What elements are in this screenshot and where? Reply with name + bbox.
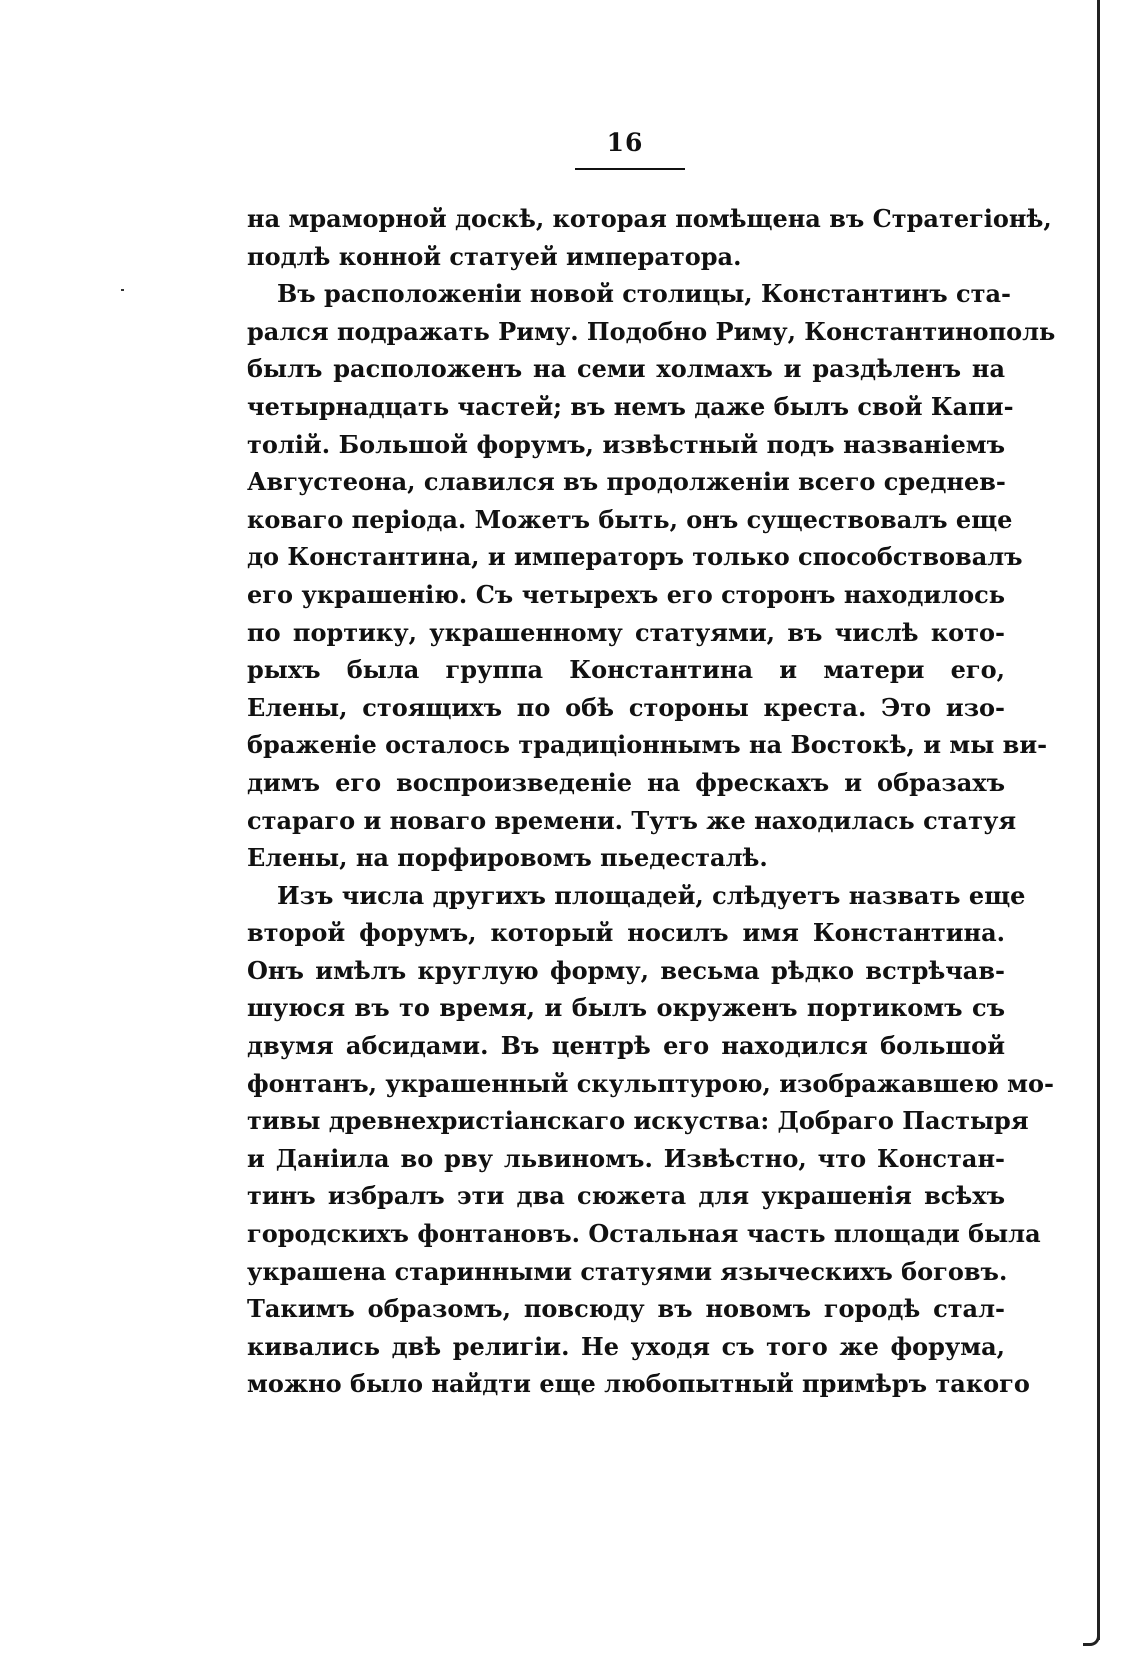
- text-line: фонтанъ, украшенный скульптурою, изображавшею мо-: [247, 1068, 1054, 1098]
- text-line: шуюся въ то время, и былъ окруженъ портикомъ съ: [247, 993, 1005, 1023]
- text-line: толій. Большой форумъ, извѣстный подъ названіемъ: [247, 429, 1005, 459]
- text-line: Изъ числа другихъ площадей, слѣдуетъ назвать еще: [277, 880, 1026, 910]
- text-line: былъ расположенъ на семи холмахъ и раздѣленъ на: [247, 354, 1005, 384]
- text-line: второй форумъ, который носилъ имя Константина.: [247, 918, 1005, 948]
- text-line: рался подражать Риму. Подобно Риму, Константинополь: [247, 316, 1056, 346]
- text-line: коваго періода. Можетъ быть, онъ существовалъ еще: [247, 504, 1013, 534]
- text-line: кивались двѣ религіи. Не уходя съ того же форума,: [247, 1331, 1005, 1361]
- text-line: димъ его воспроизведеніе на фрескахъ и образахъ: [247, 767, 1005, 797]
- text-line: на мраморной доскѣ, которая помѣщена въ Стратегіонѣ,: [247, 204, 1052, 233]
- text-line: Въ расположеніи новой столицы, Константинъ ста-: [277, 279, 1011, 309]
- text-line: городскихъ фонтановъ. Остальная часть площади была: [247, 1219, 1041, 1249]
- margin-speck: [121, 289, 124, 291]
- text-line: и Даніила во рву львиномъ. Извѣстно, что Констан-: [247, 1143, 1005, 1173]
- text-line: по портику, украшенному статуями, въ числѣ кото-: [247, 617, 1005, 647]
- text-line: Елены, стоящихъ по обѣ стороны креста. Это изо-: [247, 692, 1005, 722]
- text-line: до Константина, и императоръ только способствовалъ: [247, 542, 1023, 572]
- text-line: можно было найдти еще любопытный примѣръ такого: [247, 1369, 1030, 1399]
- text-line: двумя абсидами. Въ центрѣ его находился большой: [247, 1031, 1005, 1061]
- text-line: стараго и новаго времени. Тутъ же находилась статуя: [247, 805, 1017, 835]
- scan-page-edge: [1097, 0, 1100, 1640]
- text-line: тивы древнехристіанскаго искуства: Добраго Пастыря: [247, 1106, 1029, 1136]
- text-line: тинъ избралъ эти два сюжета для украшенія всѣхъ: [247, 1181, 1005, 1211]
- text-line: Августеона, славился въ продолженіи всего среднев-: [247, 467, 1006, 497]
- page-number: 16: [606, 128, 644, 157]
- text-line: браженіе осталось традиціоннымъ на Востокѣ, и мы ви-: [247, 730, 1048, 760]
- text-line: четырнадцать частей; въ немъ даже былъ свой Капи-: [247, 391, 1014, 421]
- text-line: украшена старинными статуями языческихъ боговъ.: [247, 1256, 1008, 1286]
- text-line: подлѣ конной статуей императора.: [247, 241, 742, 271]
- text-line: Елены, на порфировомъ пьедесталѣ.: [247, 843, 768, 873]
- scan-page-edge-corner: [1083, 1625, 1100, 1646]
- page-number-rule: [575, 168, 685, 170]
- text-line: Такимъ образомъ, повсюду въ новомъ городѣ стал-: [247, 1294, 1005, 1324]
- text-line: рыхъ была группа Константина и матери его,: [247, 655, 1005, 685]
- body-text: [247, 200, 1056, 1403]
- text-line: Онъ имѣлъ круглую форму, весьма рѣдко встрѣчав-: [247, 955, 1005, 985]
- text-line: его украшенію. Съ четырехъ его сторонъ находилось: [247, 579, 1005, 609]
